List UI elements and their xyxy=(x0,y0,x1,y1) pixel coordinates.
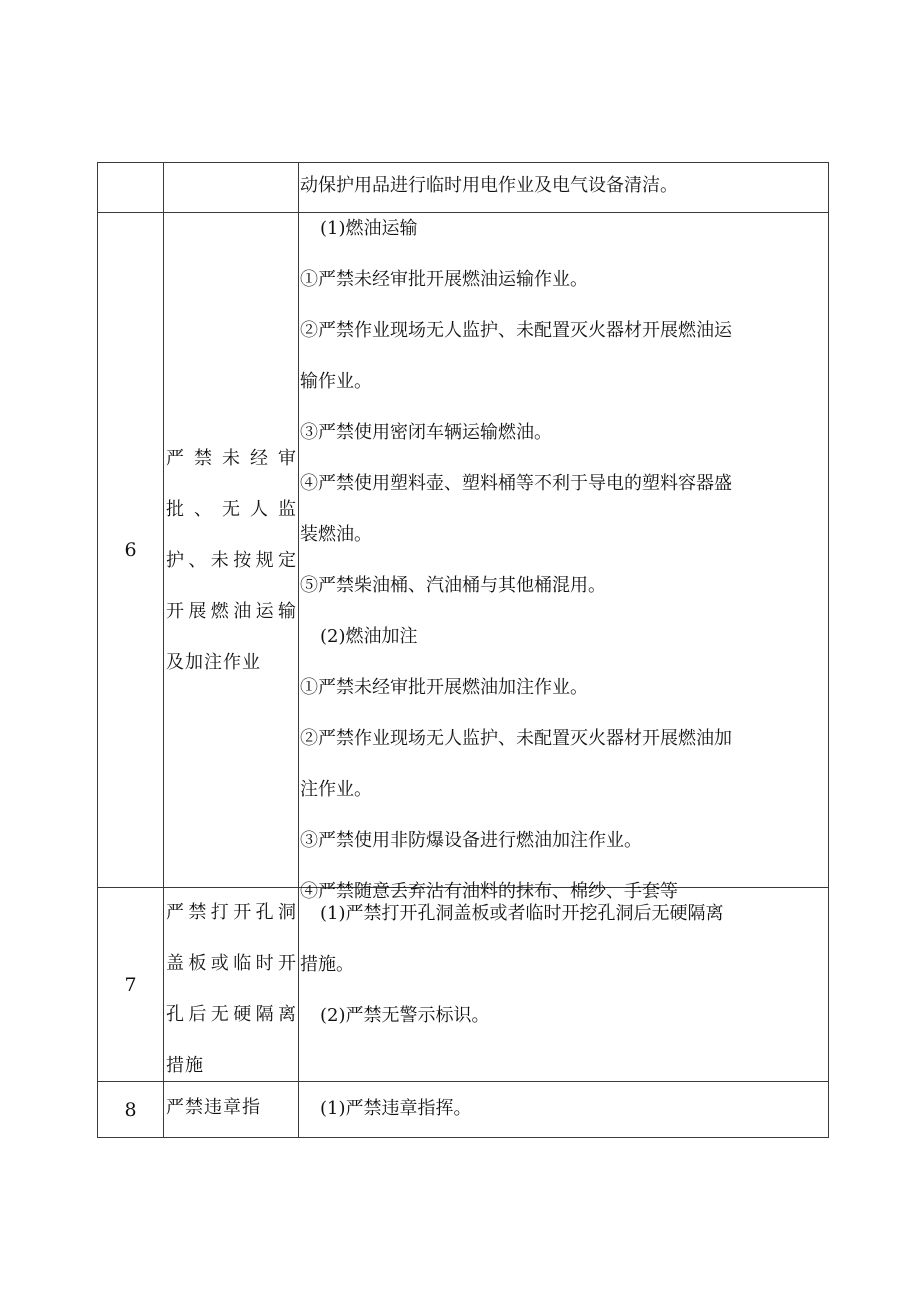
content-line: ④严禁随意丢弃沾有油料的抹布、棉纱、手套等 xyxy=(300,881,678,902)
row-content xyxy=(299,1082,828,1137)
content-line: (2)严禁无警示标识。 xyxy=(320,1005,490,1026)
table-border-right xyxy=(828,162,829,1138)
row-number-text: 6 xyxy=(124,539,137,561)
content-line: 输作业。 xyxy=(300,371,372,392)
content-line: ②严禁作业现场无人监护、未配置灭火器材开展燃油加 xyxy=(300,728,732,749)
content-line: 措施。 xyxy=(300,954,354,975)
table-border-bottom xyxy=(97,1137,829,1138)
row-title: 严禁未经审批、无人监护、未按规定开展燃油运输及加注作业 xyxy=(166,448,297,673)
content-line: ②严禁作业现场无人监护、未配置灭火器材开展燃油运 xyxy=(300,320,732,341)
content-line: 装燃油。 xyxy=(300,524,372,545)
row-number xyxy=(98,213,163,887)
row-number-text: 7 xyxy=(124,973,137,996)
row-content xyxy=(299,213,828,902)
content-line: ③严禁使用非防爆设备进行燃油加注作业。 xyxy=(300,830,642,851)
content-line: ④严禁使用塑料壶、塑料桶等不利于导电的塑料容器盛 xyxy=(300,473,732,494)
content-line: ⑤严禁柴油桶、汽油桶与其他桶混用。 xyxy=(300,575,606,596)
rules-table xyxy=(97,162,829,1138)
content-line: ③严禁使用密闭车辆运输燃油。 xyxy=(300,422,552,443)
content-line: 注作业。 xyxy=(300,779,372,800)
content-line: (1)严禁违章指挥。 xyxy=(320,1098,472,1119)
content-line: 动保护用品进行临时用电作业及电气设备清洁。 xyxy=(300,175,678,196)
content-line: ①严禁未经审批开展燃油加注作业。 xyxy=(300,677,588,698)
row-title-cell xyxy=(164,1082,298,1137)
content-line: (1)严禁打开孔洞盖板或者临时开挖孔洞后无硬隔离 xyxy=(320,903,724,924)
row-number xyxy=(98,888,163,1081)
row-title-cell xyxy=(164,213,298,887)
row-title: 严禁打开孔洞盖板或临时开孔后无硬隔离措施 xyxy=(166,902,297,1076)
content-line: ①严禁未经审批开展燃油运输作业。 xyxy=(300,269,588,290)
row-content xyxy=(299,888,828,1081)
row-title-cell xyxy=(164,888,298,1081)
row-number-text: 8 xyxy=(124,1098,137,1121)
content-line: (1)燃油运输 xyxy=(320,218,418,239)
content-line: (2)燃油加注 xyxy=(320,626,418,647)
row-title: 严禁违章指 xyxy=(166,1097,261,1118)
row-number xyxy=(98,1082,163,1137)
